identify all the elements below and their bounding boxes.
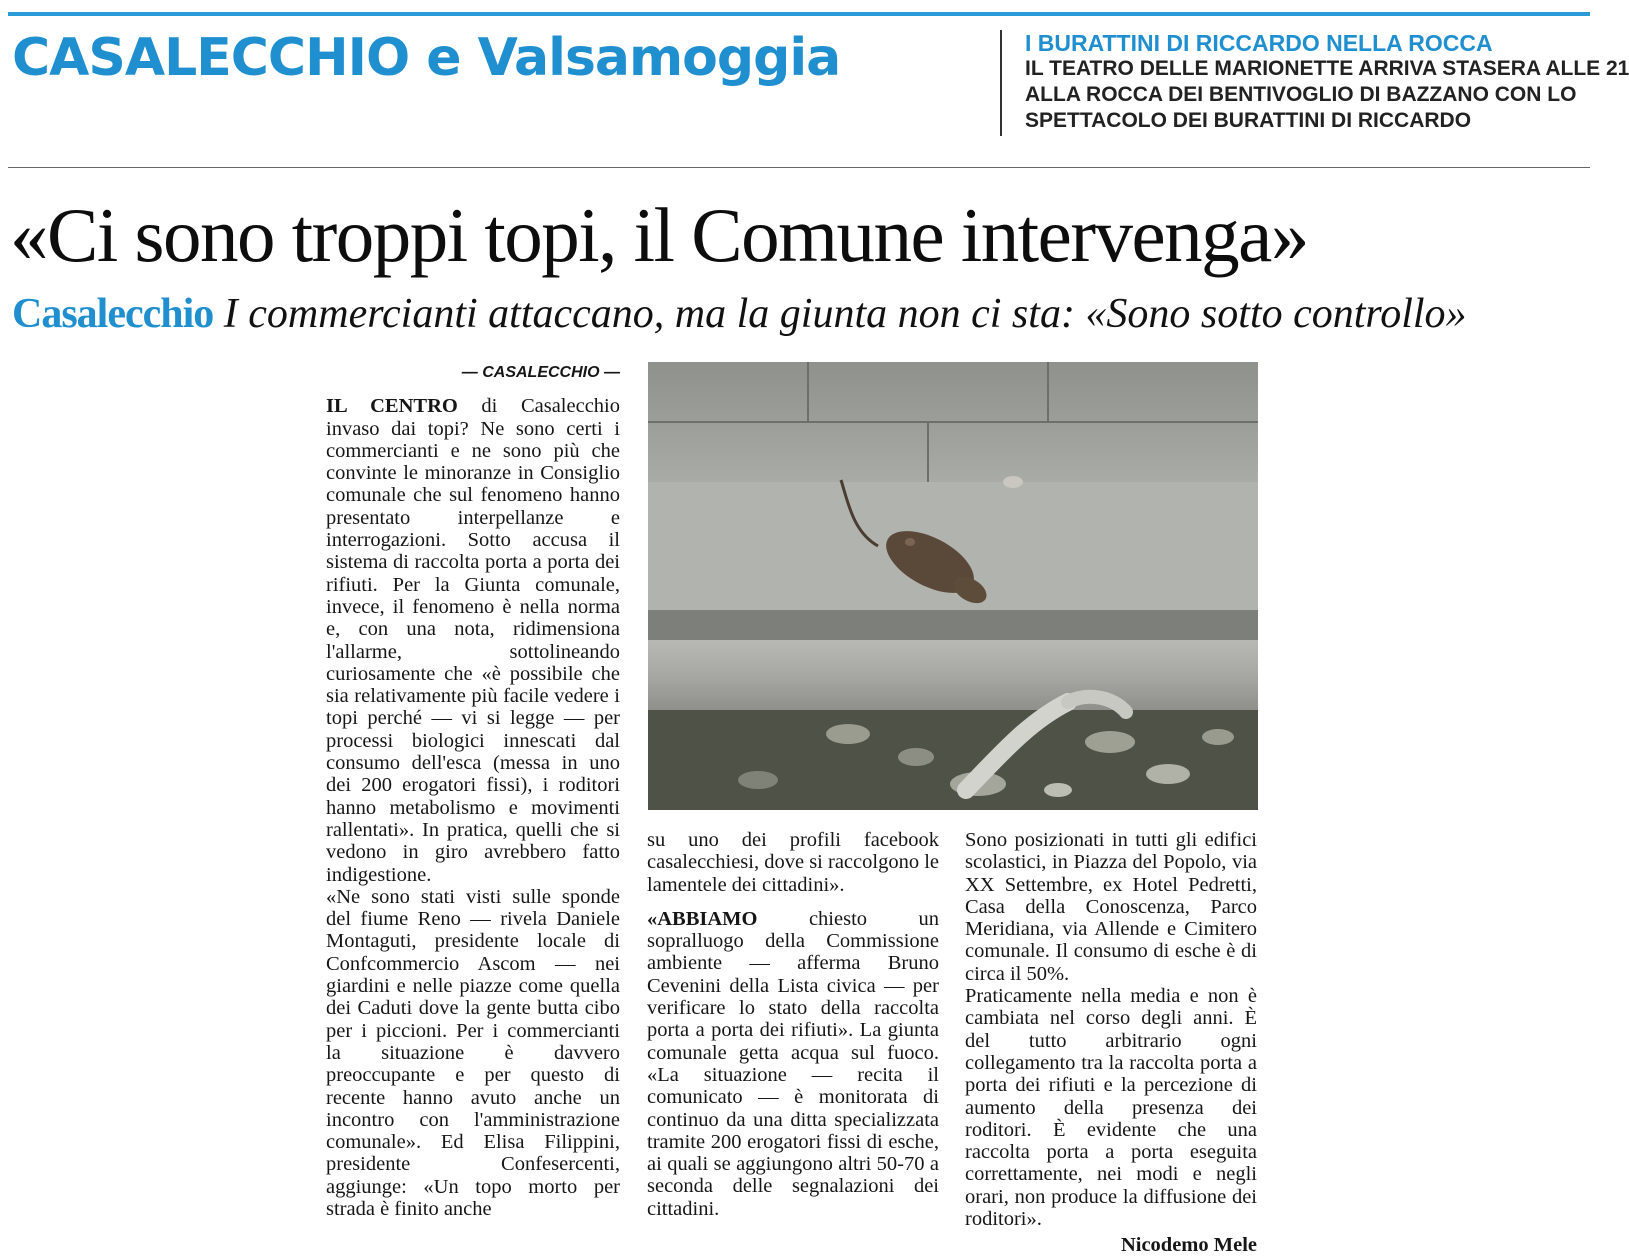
paragraph-gap: [647, 896, 939, 908]
column-2: [647, 829, 939, 1220]
byline: Nicodemo Mele: [1120, 1234, 1257, 1257]
paragraph: «Ne sono stati visti sulle sponde del fiume Reno — rivela Daniele Montaguti, presidente locale di Confcommercio Ascom — nei giardini e nelle piazze come quella dei Caduti dove la gente butta cibo per i piccioni. Per i commercianti la situazione è davvero preoccupante e per questo di recente hanno avuto anche un incontro con l'amministrazione comunale». Ed Elisa Filippini, presidente Confesercenti, aggiunge: «Un topo morto per strada è finito anche: [326, 885, 620, 1220]
kicker: Casalecchio: [12, 291, 214, 337]
paragraph: [326, 395, 620, 886]
rat-photo: [648, 362, 1258, 810]
lead-word: «ABBIAMO: [647, 907, 758, 930]
top-rule: [8, 12, 1590, 16]
teaser-line: ALLA ROCCA DEI BENTIVOGLIO DI BAZZANO CON LO: [1025, 83, 1577, 106]
rat-photo-image: [648, 362, 1258, 810]
paragraph-text: di Casalecchio invaso dai topi? Ne sono certi i commercianti e ne sono più che convinte le minoranze in Consiglio comunale che sul fenomeno hanno presentato interpellanze e interrogazioni. Sotto accusa il sistema di raccolta porta a porta dei rifiuti. Per la Giunta comunale, invece, il fenomeno è nella norma e, con una nota, ridimensiona l'allarme, sottolineando curiosamente che «è possibile che sia relativamente più facile vedere i topi perché — vi si legge — per processi biologici innescati dal consumo dell'esca (messa in uno dei 200 erogatori fissi), i roditori hanno metabolismo e movimenti rallentati». In pratica, quelli che si vedono in giro avrebbero fatto indigestione.: [326, 395, 620, 886]
header-separator: [1000, 30, 1002, 136]
column-3: [965, 829, 1257, 1257]
paragraph: Praticamente nella media e non è cambiata nel corso degli anni. È del tutto arbitrario ogni collegamento tra la raccolta porta a porta dei rifiuti e la percezione di aumento della presenza dei roditori. È evidente che una raccolta porta a porta eseguita correttamente, nei modi e negli orari, non produce la diffusione dei roditori».: [965, 985, 1257, 1231]
paragraph: [647, 908, 939, 1220]
paragraph: su uno dei profili facebook casalecchiesi, dove si raccolgono le lamentele dei cittadini».: [647, 829, 939, 896]
paragraph: Sono posizionati in tutti gli edifici scolastici, in Piazza del Popolo, via XX Settembre, ex Hotel Pedretti, Casa della Conoscenza, Parco Meridiana, via Allende e Cimitero comunale. Il consumo di esche è di circa il 50%.: [965, 829, 1257, 985]
teaser-line: SPETTACOLO DEI BURATTINI DI RICCARDO: [1025, 109, 1472, 132]
header-rule: [8, 167, 1590, 168]
teaser-box: [1025, 30, 1629, 134]
subheadline-row: [12, 288, 1467, 340]
column-1: [326, 362, 620, 1220]
lead-word: IL CENTRO: [326, 395, 458, 418]
dateline: — CASALECCHIO —: [461, 364, 620, 381]
paragraph-text: chiesto un sopralluogo della Commissione ambiente — afferma Bruno Cevenini della Lista civica — per verificare lo stato della raccolta porta a porta dei rifiuti». La giunta comunale getta acqua sul fuoco. «La situazione — recita il comunicato — è monitorata di continuo da una ditta specializzata tramite 200 erogatori fissi di esche, ai quali se aggiungono altri 50-70 a seconda delle segnalazioni dei cittadini.: [647, 907, 939, 1220]
teaser-title: I BURATTINI DI RICCARDO NELLA ROCCA: [1025, 30, 1493, 56]
subheadline: I commercianti attaccano, ma la giunta non ci sta: «Sono sotto controllo»: [223, 291, 1467, 337]
teaser-line: IL TEATRO DELLE MARIONETTE ARRIVA STASERA ALLE 21: [1025, 57, 1629, 80]
section-title: CASALECCHIO e Valsamoggia: [12, 28, 841, 88]
headline: «Ci sono troppi topi, il Comune intervenga»: [10, 192, 1308, 278]
